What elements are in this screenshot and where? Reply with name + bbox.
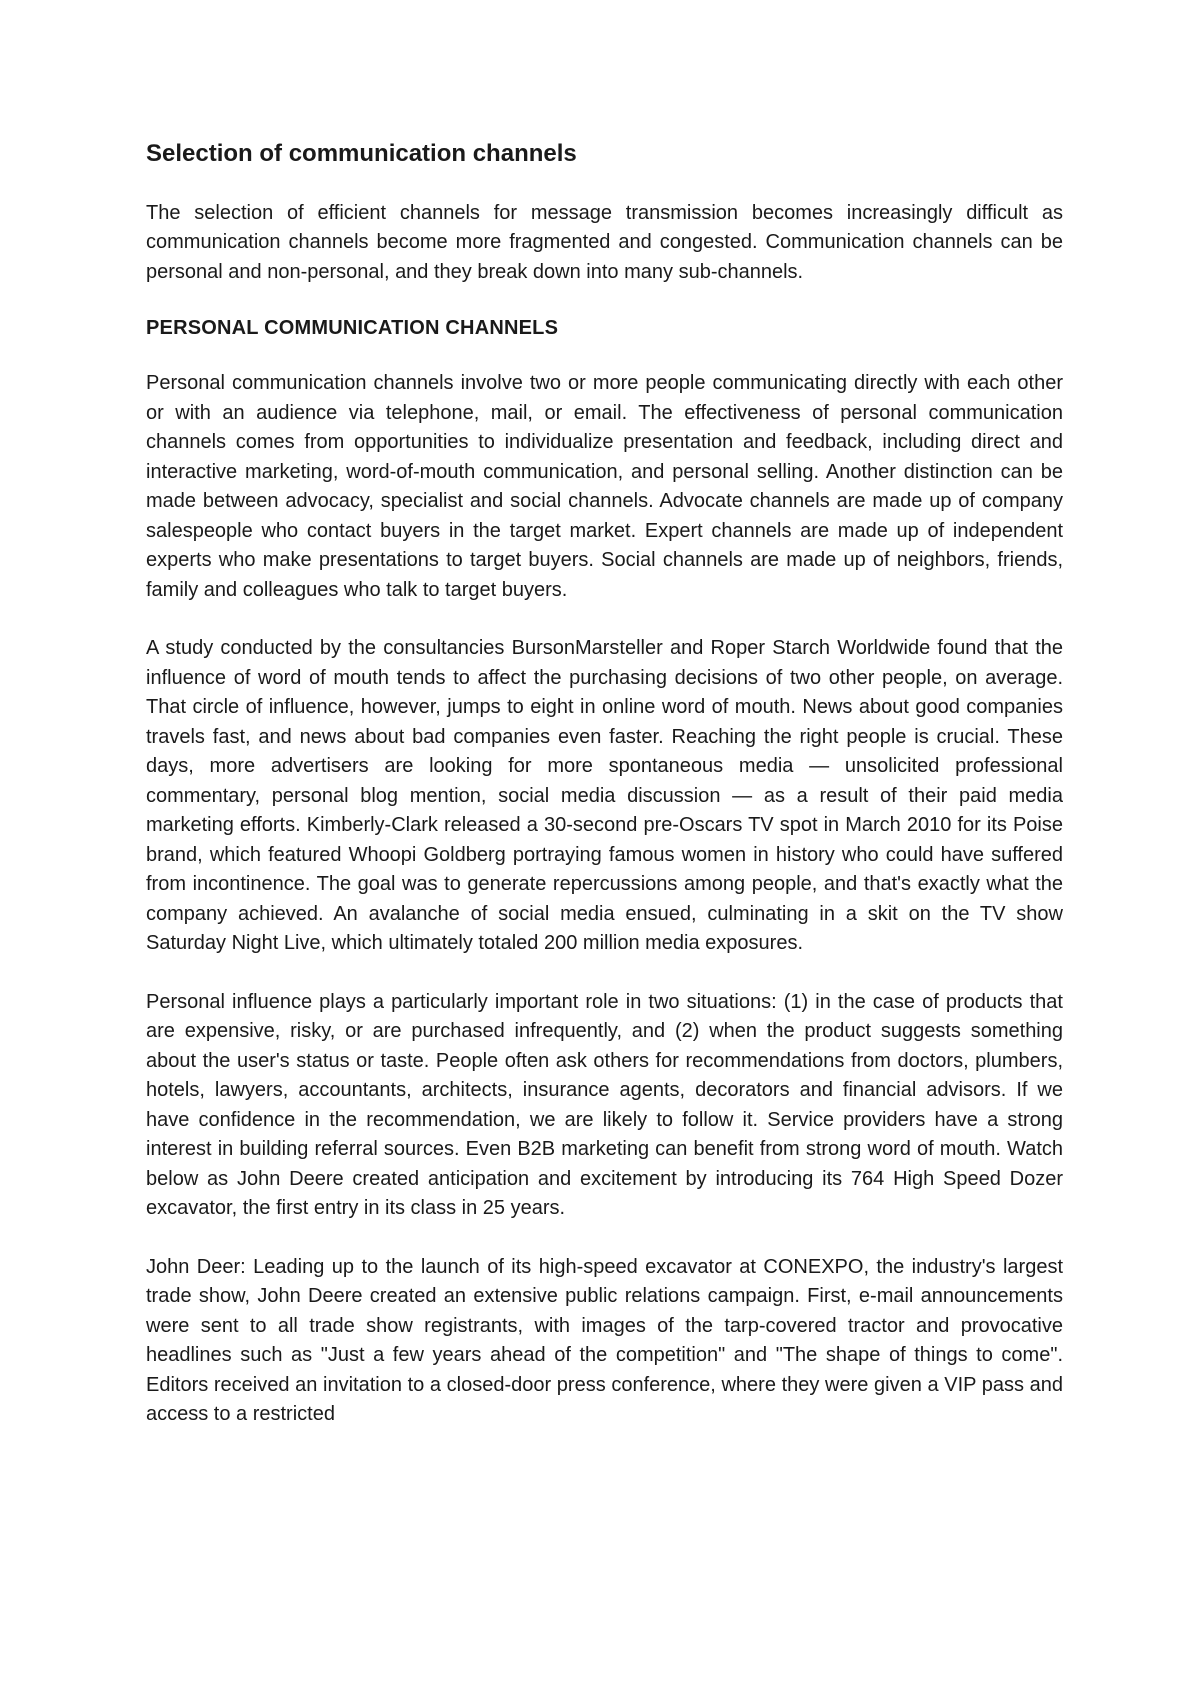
paragraph-john-deere: John Deer: Leading up to the launch of its high-speed excavator at CONEXPO, the industry's largest trade show, John Deere created an extensive public relations campaign. First, e-mail announcements were sent to all trade show registrants, with images of the tarp-covered tractor and provocative headlines such as "Just a few years ahead of the competition" and "The shape of things to come". Editors received an invitation to a closed-door press conference, where they were given a VIP pass and access to a restricted	[146, 1255, 1063, 1426]
paragraph-personal-influence: Personal influence plays a particularly important role in two situations: (1) in the case of products that are expensive, risky, or are purchased infrequently, and (2) when the product suggests something about the user's status or taste. People often ask others for recommendations from doctors, plumbers, hotels, lawyers, accountants, architects, insurance agents, decorators and financial advisors. If we have confidence in the recommendation, we are likely to follow it. Service providers have a strong interest in building referral sources. Even B2B marketing can benefit from strong word of mouth. Watch below as John Deere created anticipation and excitement by introducing its 764 High Speed Dozer excavator, the first entry in its class in 25 years.	[146, 990, 1063, 1220]
paragraph-personal-channels: Personal communication channels involve two or more people communicating directly with each other or with an audience via telephone, mail, or email. The effectiveness of personal communication channels comes from opportunities to individualize presentation and feedback, including direct and interactive marketing, word-of-mouth communication, and personal selling. Another distinction can be made between advocacy, specialist and social channels. Advocate channels are made up of company salespeople who contact buyers in the target market. Expert channels are made up of independent experts who make presentations to target buyers. Social channels are made up of neighbors, friends, family and colleagues who talk to target buyers.	[146, 372, 1063, 601]
paragraph-word-of-mouth-study: A study conducted by the consultancies BursonMarsteller and Roper Starch Worldwide found that the influence of word of mouth tends to affect the purchasing decisions of two other people, on average. That circle of influence, however, jumps to eight in online word of mouth. News about good companies travels fast, and news about bad companies even faster. Reaching the right people is crucial. These days, more advertisers are looking for more spontaneous media — unsolicited professional commentary, personal blog mention, social media discussion — as a result of their paid media marketing efforts. Kimberly-Clark released a 30-second pre-Oscars TV spot in March 2010 for its Poise brand, which featured Whoopi Goldberg portraying famous women in history who could have suffered from incontinence. The goal was to generate repercussions among people, and that's exactly what the company achieved. An avalanche of social media ensued, culminating in a skit on the TV show Saturday Night Live, which ultimately totaled 200 million media exposures.	[146, 637, 1063, 955]
section-heading: PERSONAL COMMUNICATION CHANNELS	[146, 317, 559, 340]
intro-paragraph: The selection of efficient channels for message transmission becomes increasingly difficult as communication channels become more fragmented and congested. Communication channels can be personal and non-personal, and they break down into many sub-channels.	[146, 201, 1063, 283]
document-page	[146, 140, 1063, 1459]
document-title: Selection of communication channels	[146, 140, 577, 167]
